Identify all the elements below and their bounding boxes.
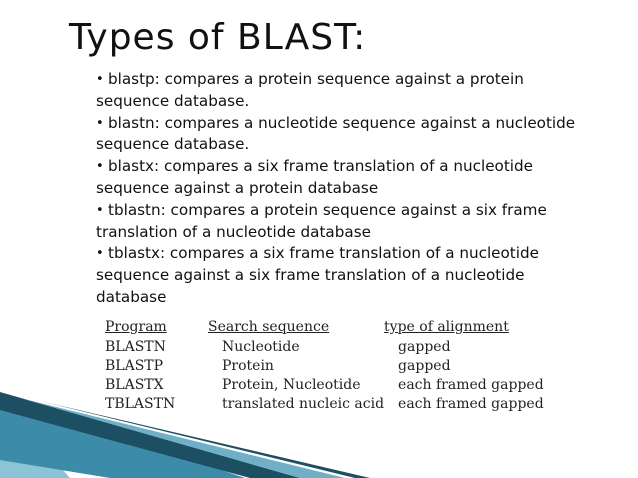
- bullet-blastx: [96, 156, 576, 200]
- cell-alignment-type: each framed gapped: [398, 396, 544, 412]
- cell-program: BLASTX: [105, 377, 164, 393]
- bullet-icon: •: [96, 202, 104, 218]
- header-program: Program: [105, 319, 167, 335]
- bullet-text: tblastn: compares a protein sequence against a six frame translation of a nucleotide database: [96, 200, 547, 241]
- table-row: [105, 376, 544, 395]
- table-row: [105, 338, 544, 357]
- cell-alignment-type: gapped: [398, 358, 451, 374]
- cell-search-sequence: translated nucleic acid: [222, 396, 385, 412]
- bullet-icon: •: [96, 246, 104, 262]
- bullet-tblastn: [96, 200, 576, 244]
- cell-search-sequence: Nucleotide: [222, 339, 300, 355]
- cell-alignment-type: each framed gapped: [398, 377, 544, 393]
- bullet-text: blastp: compares a protein sequence against a protein sequence database.: [96, 70, 524, 110]
- cell-program: BLASTN: [105, 339, 166, 355]
- header-search-sequence: Search sequence: [208, 319, 330, 335]
- bullet-text: blastn: compares a nucleotide sequence against a nucleotide sequence database.: [96, 113, 576, 154]
- cell-search-sequence: Protein, Nucleotide: [222, 377, 361, 393]
- cell-program: BLASTP: [105, 358, 164, 374]
- header-alignment-type: type of alignment: [384, 319, 509, 335]
- table-header-row: [105, 318, 544, 338]
- bullet-icon: •: [96, 72, 104, 87]
- table-row: [105, 395, 544, 414]
- table-row: [105, 357, 544, 376]
- cell-program: TBLASTN: [105, 396, 176, 412]
- cell-search-sequence: Protein: [222, 358, 274, 374]
- bullet-text: blastx: compares a six frame translation of a nucleotide sequence against a protein database: [96, 157, 533, 197]
- bullet-blastn: [96, 113, 576, 157]
- bullet-list: [96, 69, 576, 309]
- blast-types-table: [105, 318, 544, 414]
- bullet-text: tblastx: compares a six frame translation of a nucleotide sequence against a six frame translation of a nucleotide database: [96, 244, 539, 306]
- bullet-tblastx: [96, 243, 576, 308]
- bullet-icon: •: [96, 115, 104, 131]
- cell-alignment-type: gapped: [398, 339, 451, 355]
- bullet-blastp: [96, 69, 576, 113]
- bullet-icon: •: [96, 159, 104, 175]
- slide-title: Types of BLAST:: [69, 17, 367, 58]
